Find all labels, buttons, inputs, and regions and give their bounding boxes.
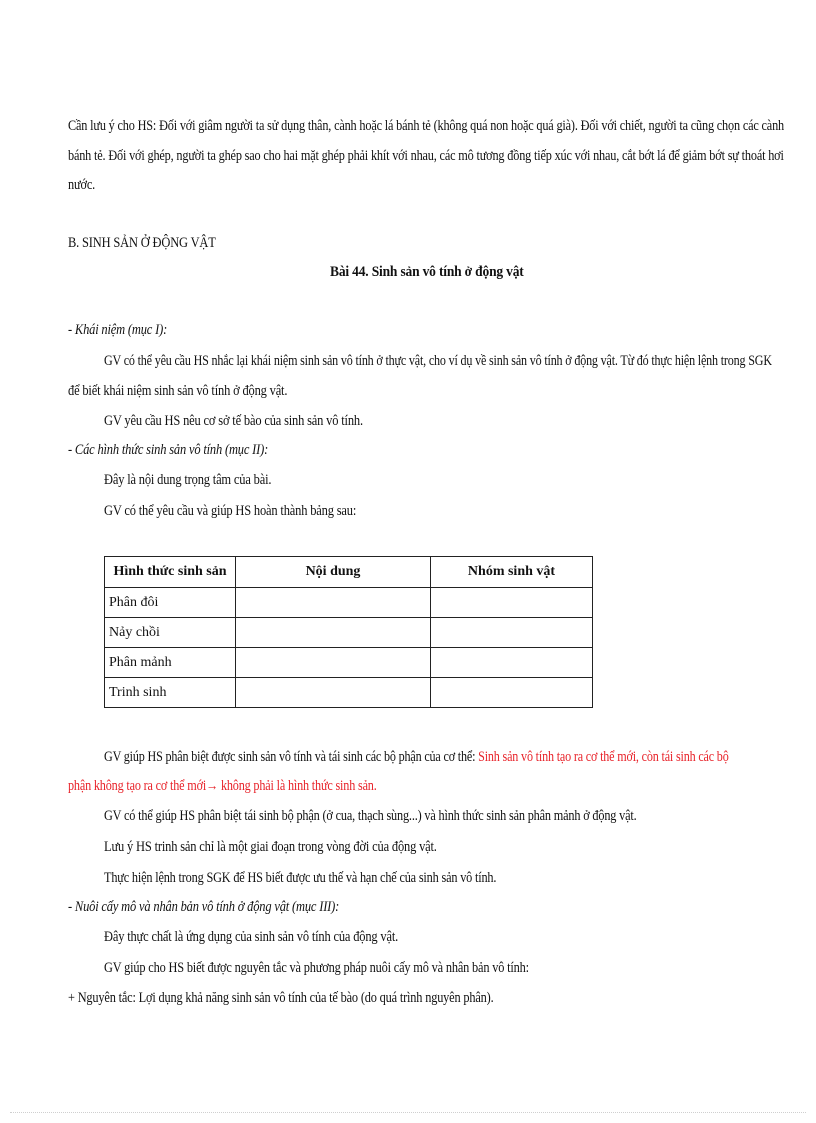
- phan-biet-text: GV giúp HS phân biệt được sinh sản vô tính và tái sinh các bộ phận của cơ thể:: [104, 749, 479, 765]
- intro-line-3: nước.: [68, 177, 96, 193]
- table-header-cell: Nội dung: [236, 557, 431, 588]
- table-cell-empty: [431, 618, 593, 648]
- paragraph-nguyen-tac: + Nguyên tắc: Lợi dụng khả năng sinh sản vô tính của tế bào (do quá trình nguyên phân).: [68, 990, 494, 1006]
- section-heading: B. SINH SẢN Ở ĐỘNG VẬT: [68, 235, 216, 251]
- table-header-cell: Nhóm sinh vật: [431, 557, 593, 588]
- table-cell-empty: [431, 648, 593, 678]
- table-cell-form: Nảy chồi: [105, 618, 236, 648]
- table-header-row: [105, 557, 593, 588]
- table-row: [105, 648, 593, 678]
- intro-line-1: Cần lưu ý cho HS: Đối với giâm người ta sử dụng thân, cành hoặc lá bánh tẻ (không quá non hoặc quá già). Đối với chiết, người ta cũng chọn các cành: [68, 118, 784, 134]
- table-header-cell: Hình thức sinh sản: [105, 557, 236, 588]
- page-bottom-divider: [10, 1112, 806, 1113]
- lesson-title: Bài 44. Sinh sản vô tính ở động vật: [330, 264, 524, 280]
- paragraph-co-so-te-bao: GV yêu cầu HS nêu cơ sở tế bào của sinh sản vô tính.: [104, 413, 363, 429]
- reproduction-table: [104, 556, 593, 708]
- paragraph-khai-niem-line-1: GV có thể yêu cầu HS nhắc lại khái niệm sinh sản vô tính ở thực vật, cho ví dụ về sinh sản vô tính ở động vật. Từ đó thực hiện lệnh trong SGK: [104, 353, 772, 369]
- paragraph-tai-sinh: GV có thể giúp HS phân biệt tái sinh bộ phận (ở cua, thạch sùng...) và hình thức sinh sản phân mảnh ở động vật.: [104, 808, 637, 824]
- table-row: [105, 588, 593, 618]
- table-cell-empty: [236, 588, 431, 618]
- table-cell-empty: [431, 678, 593, 708]
- table-cell-empty: [236, 648, 431, 678]
- table-cell-form: Phân mảnh: [105, 648, 236, 678]
- paragraph-uu-the: Thực hiện lệnh trong SGK để HS biết được ưu thế và hạn chế của sinh sản vô tính.: [104, 870, 497, 886]
- table-cell-form: Trinh sinh: [105, 678, 236, 708]
- heading-hinh-thuc: - Các hình thức sinh sản vô tính (mục II):: [68, 442, 269, 458]
- heading-khai-niem: - Khái niệm (mục I):: [68, 322, 168, 338]
- paragraph-trinh-san: Lưu ý HS trinh sản chỉ là một giai đoạn trong vòng đời của động vật.: [104, 839, 437, 855]
- table-row: [105, 618, 593, 648]
- highlight-text: Sinh sản vô tính tạo ra cơ thể mới, còn tái sinh các bộ: [478, 749, 729, 765]
- heading-nuoi-cay-mo: - Nuôi cấy mô và nhân bản vô tính ở động vật (mục III):: [68, 899, 340, 915]
- paragraph-nguyen-tac-phuong-phap: GV giúp cho HS biết được nguyên tắc và phương pháp nuôi cấy mô và nhân bản vô tính:: [104, 960, 529, 976]
- table-cell-form: Phân đôi: [105, 588, 236, 618]
- table-cell-empty: [236, 678, 431, 708]
- paragraph-phan-biet-line-2: phận không tạo ra cơ thể mới→ không phải là hình thức sinh sản.: [68, 778, 377, 794]
- paragraph-khai-niem-line-2: để biết khái niệm sinh sản vô tính ở động vật.: [68, 383, 288, 399]
- paragraph-ung-dung: Đây thực chất là ứng dụng của sinh sản vô tính của động vật.: [104, 929, 399, 945]
- paragraph-hoan-thanh-bang: GV có thể yêu cầu và giúp HS hoàn thành bảng sau:: [104, 503, 357, 519]
- table-row: [105, 678, 593, 708]
- paragraph-phan-biet-line-1: [104, 748, 729, 766]
- table-cell-empty: [431, 588, 593, 618]
- intro-line-2: bánh tẻ. Đối với ghép, người ta ghép sao cho hai mặt ghép phải khít với nhau, các mô tương đồng tiếp xúc với nhau, cắt bớt lá để giảm bớt sự thoát hơi: [68, 148, 784, 164]
- paragraph-trong-tam: Đây là nội dung trọng tâm của bài.: [104, 472, 272, 488]
- table-cell-empty: [236, 618, 431, 648]
